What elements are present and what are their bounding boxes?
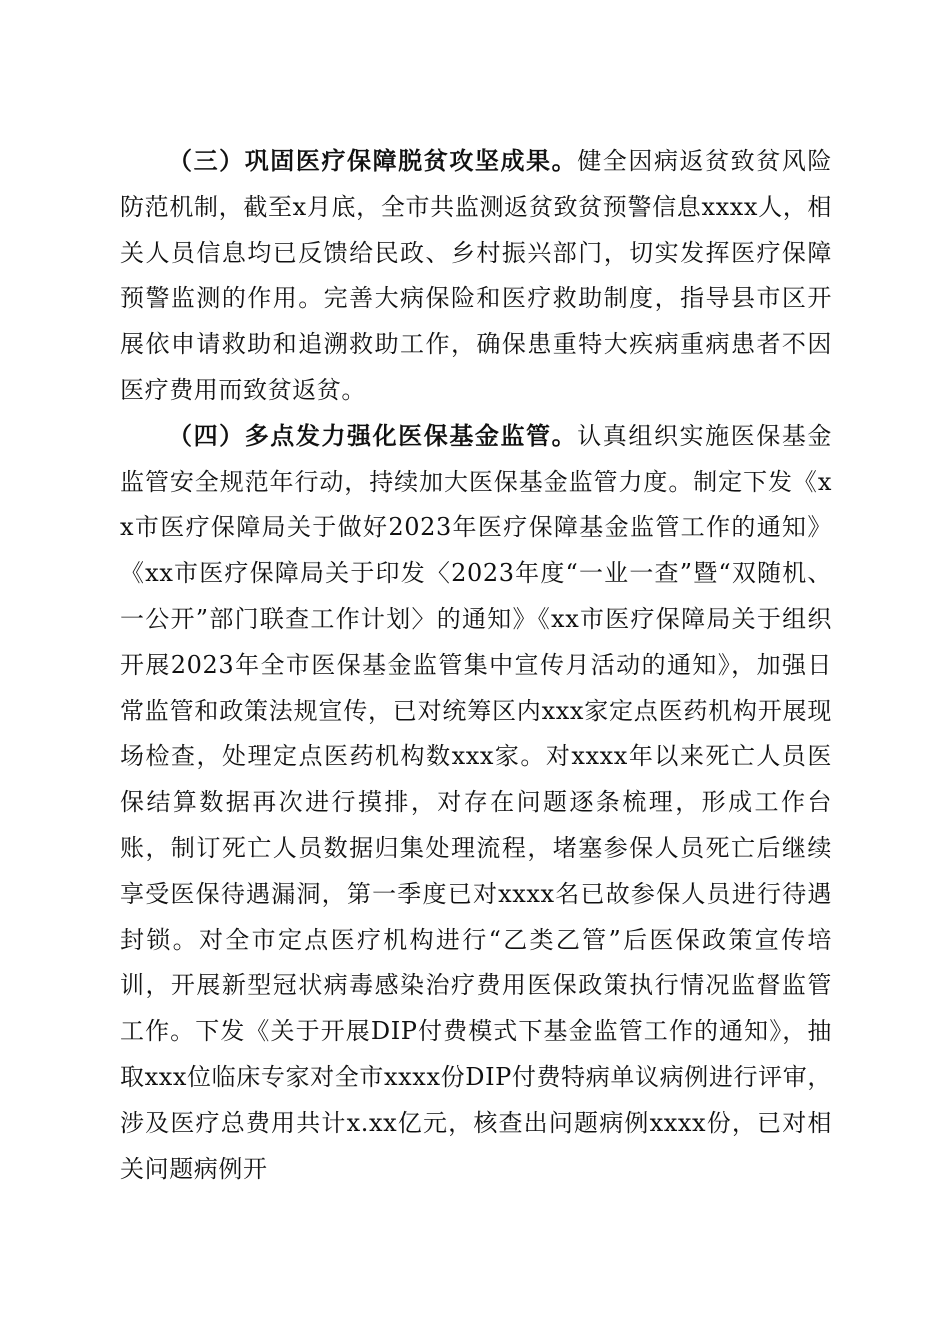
- paragraph-text: 健全因病返贫致贫风险防范机制，截至x月底，全市共监测返贫致贫预警信息xxxx人，相关人员信息均已反馈给民政、乡村振兴部门，切实发挥医疗保障预警监测的作用。完善大病保险和医疗救助制度，指导县市区开展依申请救助和追溯救助工作，确保患重特大疾病重病患者不因医疗费用而致贫返贫。: [120, 147, 832, 404]
- paragraph-consolidate-poverty-results: [120, 139, 832, 414]
- document-body: [120, 139, 832, 1192]
- paragraph-text: 认真组织实施医保基金监管安全规范年行动，持续加大医保基金监管力度。制定下发《xx市医疗保障局关于做好2023年医疗保障基金监管工作的通知》《xx市医疗保障局关于印发〈2023年度“一业一查”暨“双随机、一公开”部门联查工作计划〉的通知》《xx市医疗保障局关于组织开展2023年全市医保基金监管集中宣传月活动的通知》，加强日常监管和政策法规宣传，已对统筹区内xxx家定点医药机构开展现场检查，处理定点医药机构数xxx家。对xxxx年以来死亡人员医保结算数据再次进行摸排，对存在问题逐条梳理，形成工作台账，制订死亡人员数据归集处理流程，堵塞参保人员死亡后继续享受医保待遇漏洞，第一季度已对xxxx名已故参保人员进行待遇封锁。对全市定点医疗机构进行“乙类乙管”后医保政策宣传培训，开展新型冠状病毒感染治疗费用医保政策执行情况监督监管工作。下发《关于开展DIP付费模式下基金监管工作的通知》，抽取xxx位临床专家对全市xxxx份DIP付费特病单议病例进行评审，涉及医疗总费用共计x.xx亿元，核查出问题病例xxxx份，已对相关问题病例开: [120, 421, 832, 1183]
- paragraph-heading: （三）巩固医疗保障脱贫攻坚成果。: [168, 147, 578, 175]
- paragraph-fund-supervision: [120, 414, 832, 1193]
- paragraph-heading: （四）多点发力强化医保基金监管。: [168, 421, 578, 450]
